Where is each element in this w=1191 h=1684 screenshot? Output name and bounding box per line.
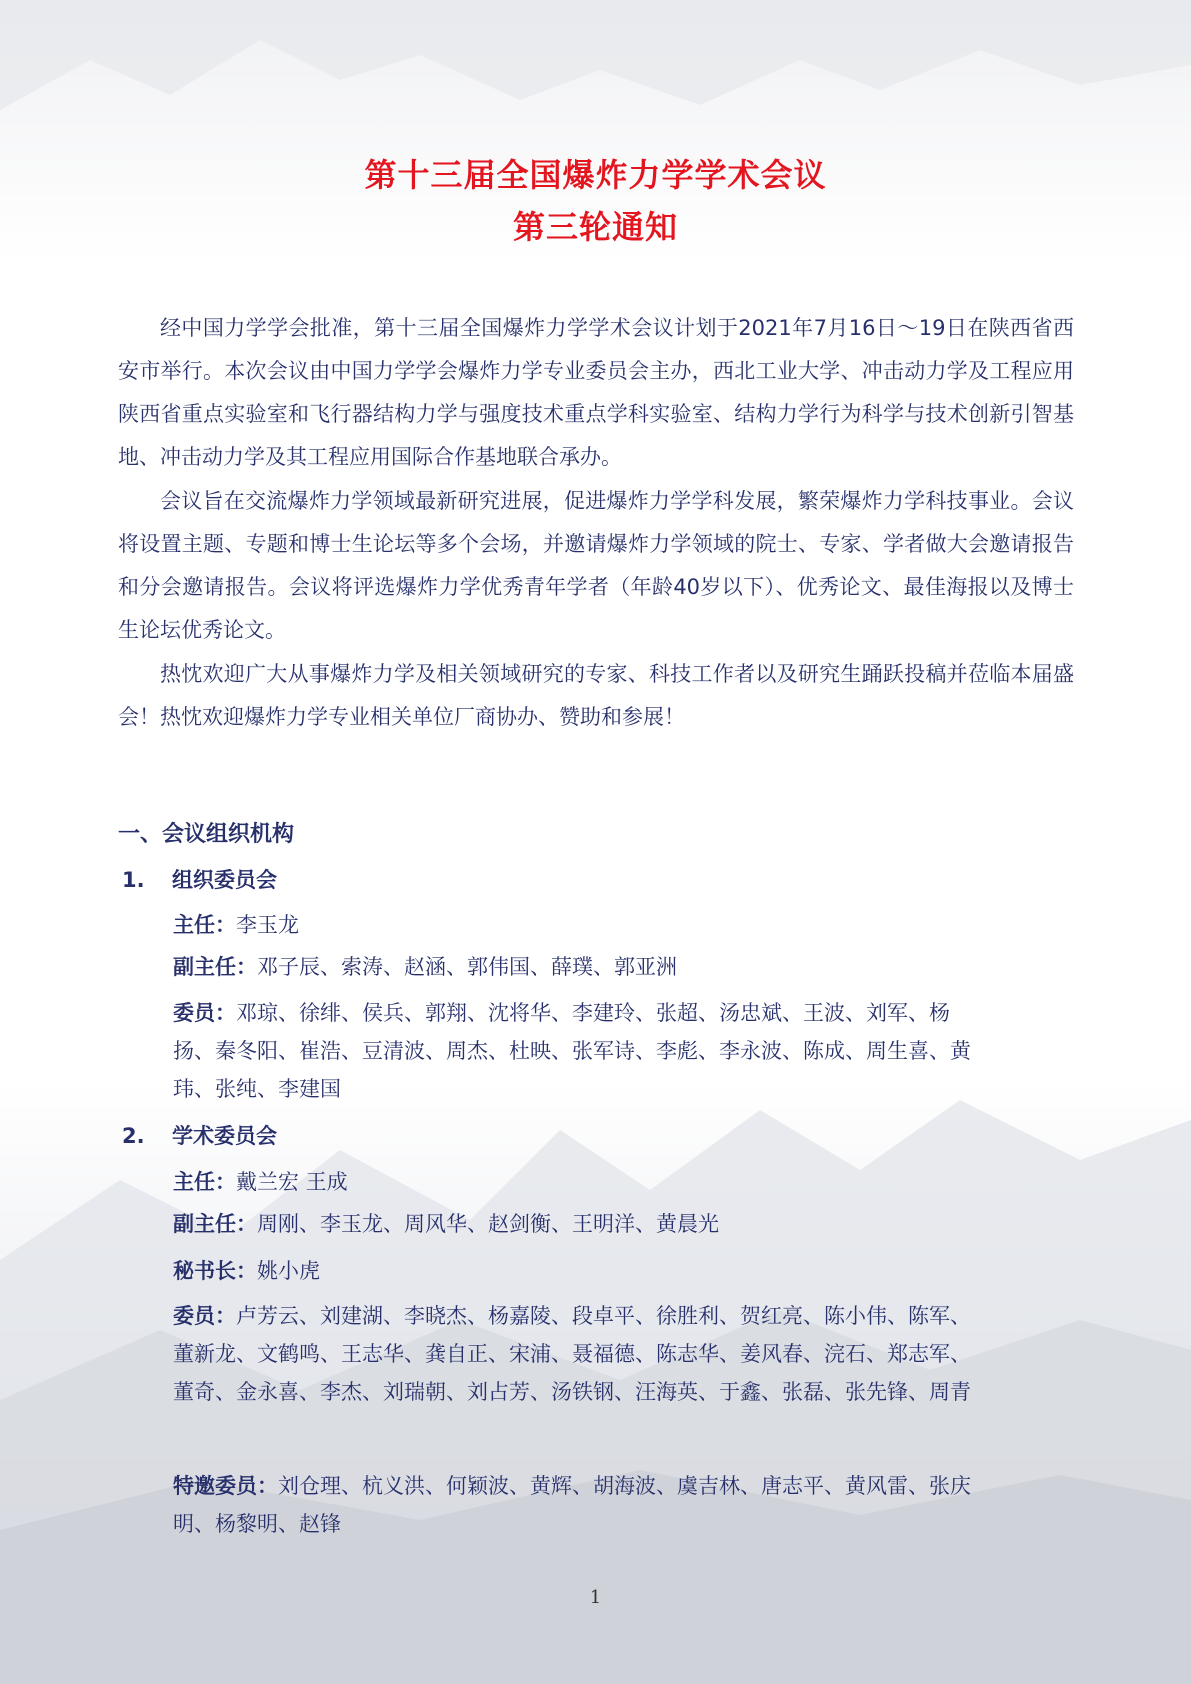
list-number: 2. (122, 1124, 145, 1148)
role-names: 邓琼、徐绯、侯兵、郭翔、沈将华、李建玲、张超、汤忠斌、王波、刘军、杨扬、秦冬阳、崔浩、豆清波、周杰、杜映、张军诗、李彪、李永波、陈成、周生喜、黄玮、张纯、李建国 (173, 1001, 971, 1101)
role-label: 委员： (173, 1001, 236, 1025)
invitation-paragraph: 热忱欢迎广大从事爆炸力学及相关领域研究的专家、科技工作者以及研究生踊跃投稿并莅临本届盛会！热忱欢迎爆炸力学专业相关单位厂商协办、赞助和参展！ (118, 662, 1074, 729)
academic-chair-line (173, 1163, 973, 1201)
role-names: 戴兰宏 王成 (236, 1170, 348, 1194)
academic-committee-title: 学术委员会 (172, 1124, 277, 1148)
org-committee-title: 组织委员会 (172, 868, 277, 892)
role-names: 李玉龙 (236, 913, 299, 937)
role-names: 卢芳云、刘建湖、李晓杰、杨嘉陵、段卓平、徐胜利、贺红亮、陈小伟、陈军、董新龙、文鹤鸣、王志华、龚自正、宋浦、聂福德、陈志华、姜风春、浣石、郑志军、董奇、金永喜、李杰、刘瑞朝、刘占芳、汤铁钢、汪海英、于鑫、张磊、张先锋、周青 (173, 1304, 971, 1404)
academic-committee-heading (122, 1120, 277, 1150)
academic-members-line (173, 1297, 973, 1411)
intro-paragraph: 经中国力学学会批准，第十三届全国爆炸力学学术会议计划于2021年7月16日～19日在陕西省西安市举行。本次会议由中国力学学会爆炸力学专业委员会主办，西北工业大学、冲击动力学及工程应用陕西省重点实验室和飞行器结构力学与强度技术重点学科实验室、结构力学行为科学与技术创新引智基地、冲击动力学及其工程应用国际合作基地联合承办。 (118, 316, 1074, 469)
role-label: 秘书长： (173, 1259, 257, 1283)
academic-secretary-line (173, 1252, 973, 1290)
org-committee-heading (122, 864, 277, 894)
section-heading-organization: 一、会议组织机构 (118, 822, 295, 847)
purpose-paragraph: 会议旨在交流爆炸力学领域最新研究进展，促进爆炸力学学科发展，繁荣爆炸力学科技事业。会议将设置主题、专题和博士生论坛等多个会场，并邀请爆炸力学领域的院士、专家、学者做大会邀请报告和分会邀请报告。会议将评选爆炸力学优秀青年学者（年龄40岁以下）、优秀论文、最佳海报以及博士生论坛优秀论文。 (118, 489, 1074, 642)
role-label: 主任： (173, 913, 236, 937)
document-subtitle: 第三轮通知 (512, 208, 678, 246)
role-label: 特邀委员： (173, 1474, 278, 1498)
page-number: 1 (589, 1587, 602, 1608)
role-names: 邓子辰、索涛、赵涵、郭伟国、薛璞、郭亚洲 (257, 955, 677, 979)
role-names: 周刚、李玉龙、周风华、赵剑衡、王明洋、黄晨光 (257, 1212, 719, 1236)
role-label: 副主任： (173, 955, 257, 979)
org-chair-line (173, 906, 973, 944)
org-vice-chair-line (173, 948, 973, 986)
org-members-line (173, 994, 973, 1108)
academic-vice-chair-line (173, 1205, 973, 1243)
academic-special-members-line (173, 1467, 973, 1543)
role-names: 刘仓理、杭义洪、何颖波、黄辉、胡海波、虞吉林、唐志平、黄风雷、张庆明、杨黎明、赵锋 (173, 1474, 971, 1536)
role-label: 副主任： (173, 1212, 257, 1236)
role-names: 姚小虎 (257, 1259, 320, 1283)
document-title: 第十三届全国爆炸力学学术会议 (364, 156, 827, 194)
list-number: 1. (122, 868, 145, 892)
role-label: 委员： (173, 1304, 236, 1328)
role-label: 主任： (173, 1170, 236, 1194)
